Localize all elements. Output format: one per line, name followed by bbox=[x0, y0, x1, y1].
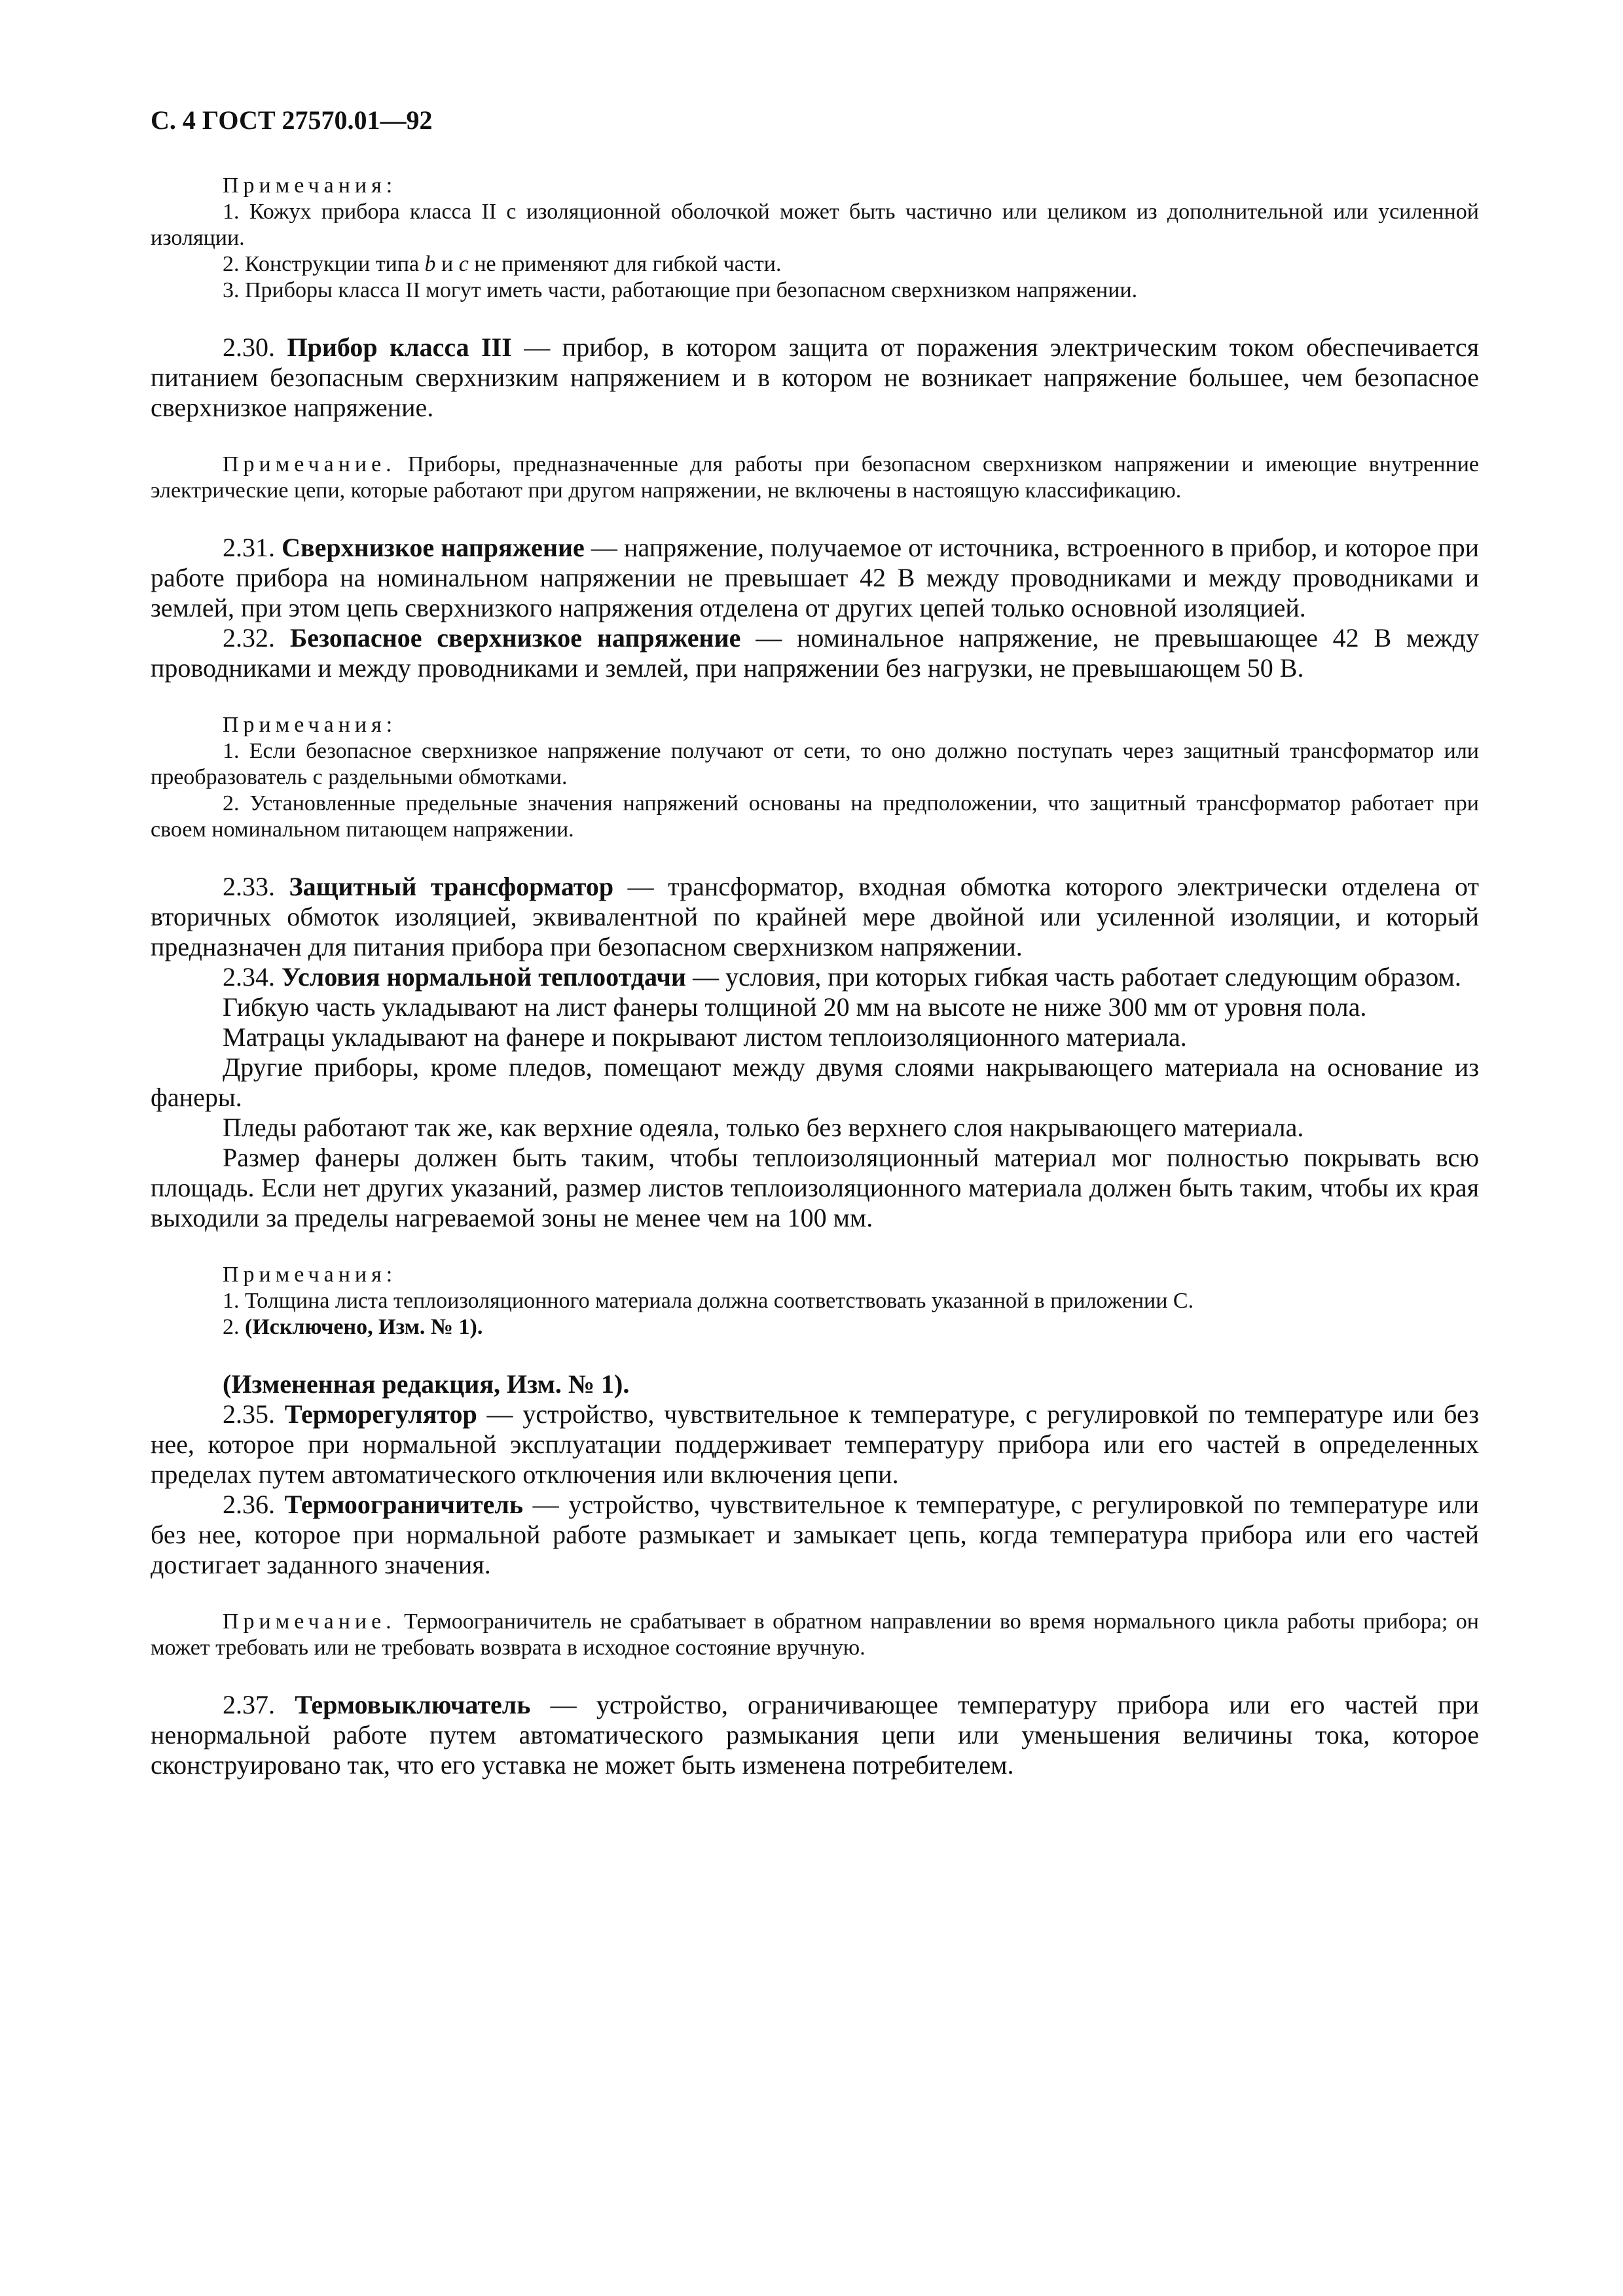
note-item: 1. Кожух прибора класса II с изоляционной оболочкой может быть частично или целиком из дополнительной или усиленной изоляции. bbox=[151, 200, 1479, 250]
note-label: Примечание. bbox=[223, 1609, 396, 1634]
notes-block-2-32 bbox=[151, 712, 1479, 843]
term: Условия нормальной теплоотдачи bbox=[282, 962, 686, 992]
note-label: Примечание. bbox=[223, 452, 396, 476]
paragraph: Размер фанеры должен быть таким, чтобы теплоизоляционный материал мог полностью покрывать всю площадь. Если нет других указаний, размер листов теплоизоляционного материала должен быть таким, чтобы их края выходили за пределы нагреваемой зоны не менее чем на 100 мм. bbox=[151, 1143, 1479, 1232]
paragraph: Пледы работают так же, как верхние одеяла, только без верхнего слоя накрывающего материала. bbox=[223, 1113, 1304, 1142]
notes-heading: Примечания: bbox=[223, 1263, 397, 1287]
section-2-37: 2.37. Термовыключатель — устройство, ограничивающее температуру прибора или его частей при ненормальной работе путем автоматического размыкания цепи или уменьшения величины тока, которое сконструировано так, что его уставка не может быть изменена потребителем. bbox=[151, 1690, 1480, 1780]
term: Терморегулятор bbox=[284, 1399, 477, 1429]
note-2-36: Примечание. Термоограничитель не срабатывает в обратном направлении во время нормального цикла работы прибора; он может требовать или не требовать возврата в исходное состояние вручную. bbox=[151, 1609, 1479, 1660]
note-item: 2. Конструкции типа b и c не применяют для гибкой части. bbox=[223, 252, 782, 276]
paragraph: Другие приборы, кроме пледов, помещают между двумя слоями накрывающего материала на основание из фанеры. bbox=[151, 1052, 1479, 1112]
notes-block-2-34 bbox=[151, 1262, 1479, 1340]
note-item: 3. Приборы класса II могут иметь части, работающие при безопасном сверхнизком напряжении. bbox=[223, 278, 1138, 302]
note-item: 2. Установленные предельные значения напряжений основаны на предположении, что защитный трансформатор работает при своем номинальном питающем напряжении. bbox=[151, 791, 1479, 842]
section-2-30: 2.30. Прибор класса III — прибор, в котором защита от поражения электрическим током обеспечивается питанием безопасным сверхнизким напряжением и в котором не возникает напряжение большее, чем безопасное сверхнизкое напряжение. bbox=[151, 332, 1480, 422]
section-2-34: 2.34. Условия нормальной теплоотдачи — условия, при которых гибкая часть работает следующим образом. bbox=[223, 962, 1461, 992]
paragraph: Матрацы укладывают на фанере и покрывают листом теплоизоляционного материала. bbox=[223, 1022, 1187, 1052]
term: Прибор класса III bbox=[287, 332, 512, 362]
section-2-31: 2.31. Сверхнизкое напряжение — напряжение, получаемое от источника, встроенного в прибор, и которое при работе прибора на номинальном напряжении не превышает 42 В между проводниками и между проводниками и землей, при этом цепь сверхнизкого напряжения отделена от других цепей только основной изоляцией. bbox=[151, 533, 1480, 622]
notes-heading: Примечания: bbox=[223, 173, 397, 198]
paragraph: Гибкую часть укладывают на лист фанеры толщиной 20 мм на высоте не ниже 300 мм от уровня пола. bbox=[223, 992, 1367, 1022]
section-2-35: 2.35. Терморегулятор — устройство, чувствительное к температуре, с регулировкой по температуре или без нее, которое при нормальной эксплуатации поддерживает температуру прибора или его частей в определенных пределах путем автоматического отключения или включения цепи. bbox=[151, 1399, 1480, 1489]
note-item: 1. Толщина листа теплоизоляционного материала должна соответствовать указанной в приложении С. bbox=[223, 1289, 1194, 1313]
note-item: 2. (Исключено, Изм. № 1). bbox=[223, 1315, 483, 1339]
term: Защитный трансформатор bbox=[289, 872, 614, 901]
notes-heading: Примечания: bbox=[223, 713, 397, 737]
term: Термоограничитель bbox=[284, 1490, 524, 1519]
note-2-30: Примечание. Приборы, предназначенные для работы при безопасном сверхнизком напряжении и имеющие внутренние электрические цепи, которые работают при другом напряжении, не включены в настоящую классификацию. bbox=[151, 452, 1479, 503]
section-2-36: 2.36. Термоограничитель — устройство, чувствительное к температуре, с регулировкой по температуре или без нее, которое при нормальной работе размыкает и замыкает цепь, когда температура прибора или его частей достигает заданного значения. bbox=[151, 1490, 1479, 1579]
section-2-32: 2.32. Безопасное сверхнизкое напряжение — номинальное напряжение, не превышающее 42 В между проводниками и между проводниками и землей, при напряжении без нагрузки, не превышающем 50 В. bbox=[151, 623, 1480, 683]
section-2-33: 2.33. Защитный трансформатор — трансформатор, входная обмотка которого электрически отделена от вторичных обмоток изоляцией, эквивалентной по крайней мере двойной или усиленной изоляции, и который предназначен для питания прибора при безопасном сверхнизком напряжении. bbox=[151, 872, 1479, 961]
amendment-note: (Измененная редакция, Изм. № 1). bbox=[223, 1369, 630, 1399]
term: Безопасное сверхнизкое напряжение bbox=[289, 623, 741, 653]
term: Термовыключатель bbox=[295, 1690, 531, 1719]
term: Сверхнизкое напряжение bbox=[282, 533, 585, 562]
note-item: 1. Если безопасное сверхнизкое напряжение получают от сети, то оно должно поступать через защитный трансформатор или преобразователь с раздельными обмотками. bbox=[151, 739, 1479, 789]
page-header: С. 4 ГОСТ 27570.01—92 bbox=[151, 105, 433, 135]
notes-block-1 bbox=[151, 173, 1479, 304]
